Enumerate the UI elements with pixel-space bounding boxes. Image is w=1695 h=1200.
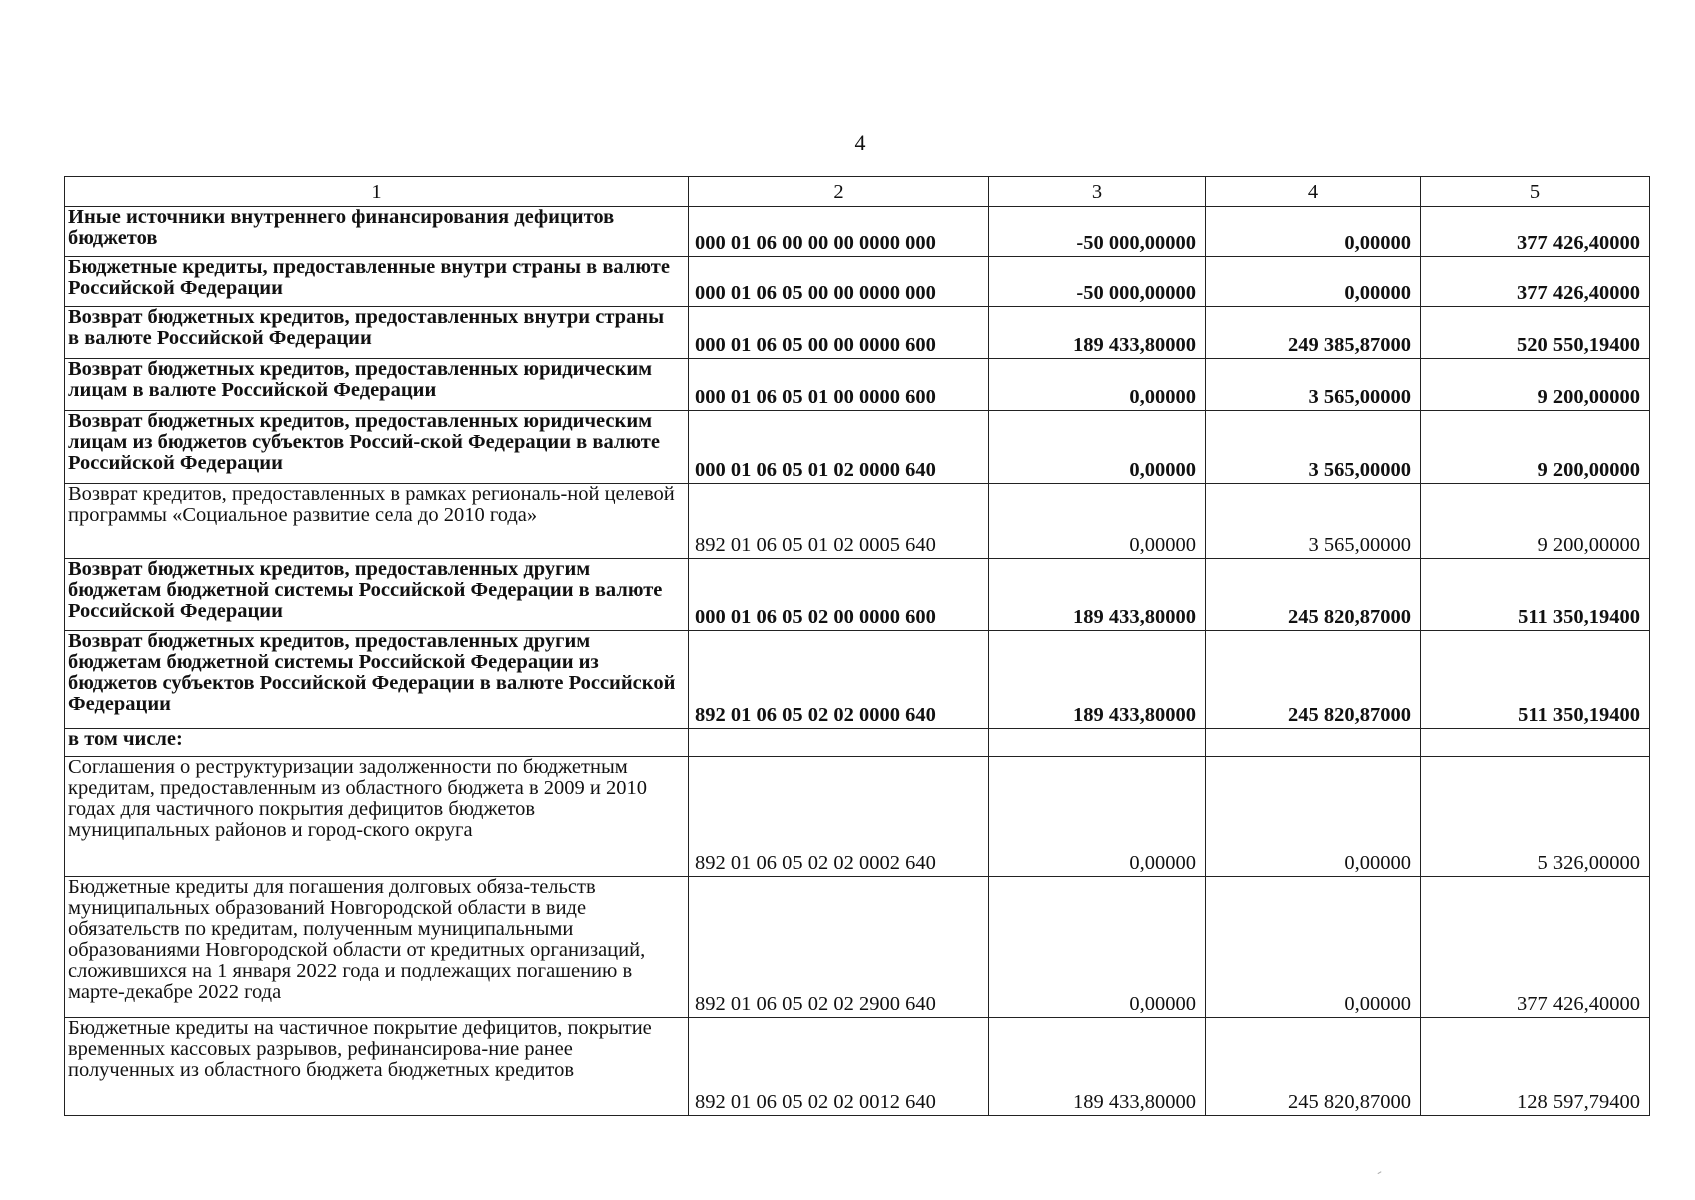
row-value-col5: 377 426,40000 xyxy=(1421,207,1650,257)
row-value-col5: 9 200,00000 xyxy=(1421,484,1650,559)
row-name: Бюджетные кредиты для погашения долговых обяза-тельств муниципальных образований Новгородской области в виде обязательств по кредитам, полученным муниципальными образованиями Новгородской области от кредитных организаций, сложившихся на 1 января 2022 года и подлежащих погашению в марте-декабре 2022 года xyxy=(65,877,689,1018)
row-code xyxy=(689,729,989,757)
table-row xyxy=(65,877,1650,1018)
row-value-col3: 189 433,80000 xyxy=(989,1018,1206,1116)
pen-mark xyxy=(1378,1171,1383,1176)
column-header-3: 3 xyxy=(989,177,1206,207)
row-value-col5: 377 426,40000 xyxy=(1421,877,1650,1018)
row-value-col4: 0,00000 xyxy=(1206,757,1421,877)
row-value-col3: -50 000,00000 xyxy=(989,207,1206,257)
row-value-col3: 189 433,80000 xyxy=(989,559,1206,631)
table-row xyxy=(65,207,1650,257)
row-value-col4: 0,00000 xyxy=(1206,207,1421,257)
row-code: 000 01 06 05 00 00 0000 000 xyxy=(689,257,989,307)
row-code: 892 01 06 05 01 02 0005 640 xyxy=(689,484,989,559)
row-value-col3: 0,00000 xyxy=(989,877,1206,1018)
row-name: Возврат бюджетных кредитов, предоставленных юридическим лицам из бюджетов субъектов Россий-ской Федерации в валюте Российской Федерации xyxy=(65,411,689,484)
column-header-5: 5 xyxy=(1421,177,1650,207)
row-code: 000 01 06 00 00 00 0000 000 xyxy=(689,207,989,257)
table-row xyxy=(65,257,1650,307)
row-value-col4: 0,00000 xyxy=(1206,877,1421,1018)
page-number: 4 xyxy=(854,130,866,155)
row-code: 892 01 06 05 02 02 2900 640 xyxy=(689,877,989,1018)
row-value-col3: 0,00000 xyxy=(989,757,1206,877)
table-row xyxy=(65,729,1650,757)
row-value-col3 xyxy=(989,729,1206,757)
row-value-col5: 377 426,40000 xyxy=(1421,257,1650,307)
row-code: 000 01 06 05 00 00 0000 600 xyxy=(689,307,989,359)
row-value-col3: 0,00000 xyxy=(989,484,1206,559)
row-name: в том числе: xyxy=(65,729,689,757)
row-value-col5: 9 200,00000 xyxy=(1421,359,1650,411)
row-name: Иные источники внутреннего финансирования дефицитов бюджетов xyxy=(65,207,689,257)
table-row xyxy=(65,1018,1650,1116)
column-header-2: 2 xyxy=(689,177,989,207)
row-value-col4 xyxy=(1206,729,1421,757)
budget-sources-table xyxy=(64,176,1650,1116)
table-row xyxy=(65,411,1650,484)
row-name: Возврат бюджетных кредитов, предоставленных другим бюджетам бюджетной системы Российской Федерации из бюджетов субъектов Российской Федерации в валюте Российской Федерации xyxy=(65,631,689,729)
table-row xyxy=(65,631,1650,729)
row-name: Возврат бюджетных кредитов, предоставленных другим бюджетам бюджетной системы Российской Федерации в валюте Российской Федерации xyxy=(65,559,689,631)
table-row xyxy=(65,559,1650,631)
column-header-4: 4 xyxy=(1206,177,1421,207)
row-value-col4: 3 565,00000 xyxy=(1206,484,1421,559)
table-row xyxy=(65,359,1650,411)
row-value-col4: 0,00000 xyxy=(1206,257,1421,307)
row-code: 892 01 06 05 02 02 0012 640 xyxy=(689,1018,989,1116)
row-value-col4: 3 565,00000 xyxy=(1206,411,1421,484)
row-name: Соглашения о реструктуризации задолженности по бюджетным кредитам, предоставленным из областного бюджета в 2009 и 2010 годах для частичного покрытия дефицитов бюджетов муниципальных районов и город-ского округа xyxy=(65,757,689,877)
row-name: Возврат бюджетных кредитов, предоставленных юридическим лицам в валюте Российской Федерации xyxy=(65,359,689,411)
row-name: Бюджетные кредиты, предоставленные внутри страны в валюте Российской Федерации xyxy=(65,257,689,307)
row-name: Бюджетные кредиты на частичное покрытие дефицитов, покрытие временных кассовых разрывов, рефинансирова-ние ранее полученных из областного бюджета бюджетных кредитов xyxy=(65,1018,689,1116)
table-row xyxy=(65,757,1650,877)
header-row xyxy=(65,177,1650,207)
row-code: 000 01 06 05 02 00 0000 600 xyxy=(689,559,989,631)
row-value-col3: 189 433,80000 xyxy=(989,307,1206,359)
row-code: 000 01 06 05 01 02 0000 640 xyxy=(689,411,989,484)
column-header-1: 1 xyxy=(65,177,689,207)
row-name: Возврат кредитов, предоставленных в рамках региональ-ной целевой программы «Социальное развитие села до 2010 года» xyxy=(65,484,689,559)
table-row xyxy=(65,307,1650,359)
row-value-col4: 245 820,87000 xyxy=(1206,631,1421,729)
row-value-col5: 511 350,19400 xyxy=(1421,559,1650,631)
row-value-col4: 249 385,87000 xyxy=(1206,307,1421,359)
row-value-col5: 9 200,00000 xyxy=(1421,411,1650,484)
row-value-col3: 0,00000 xyxy=(989,411,1206,484)
table-row xyxy=(65,484,1650,559)
row-value-col5: 511 350,19400 xyxy=(1421,631,1650,729)
row-value-col5: 520 550,19400 xyxy=(1421,307,1650,359)
row-value-col4: 245 820,87000 xyxy=(1206,559,1421,631)
row-value-col3: 189 433,80000 xyxy=(989,631,1206,729)
row-code: 000 01 06 05 01 00 0000 600 xyxy=(689,359,989,411)
row-value-col3: 0,00000 xyxy=(989,359,1206,411)
row-code: 892 01 06 05 02 02 0000 640 xyxy=(689,631,989,729)
row-name: Возврат бюджетных кредитов, предоставленных внутри страны в валюте Российской Федерации xyxy=(65,307,689,359)
row-value-col5: 5 326,00000 xyxy=(1421,757,1650,877)
row-value-col4: 245 820,87000 xyxy=(1206,1018,1421,1116)
row-code: 892 01 06 05 02 02 0002 640 xyxy=(689,757,989,877)
row-value-col3: -50 000,00000 xyxy=(989,257,1206,307)
row-value-col5 xyxy=(1421,729,1650,757)
row-value-col5: 128 597,79400 xyxy=(1421,1018,1650,1116)
row-value-col4: 3 565,00000 xyxy=(1206,359,1421,411)
